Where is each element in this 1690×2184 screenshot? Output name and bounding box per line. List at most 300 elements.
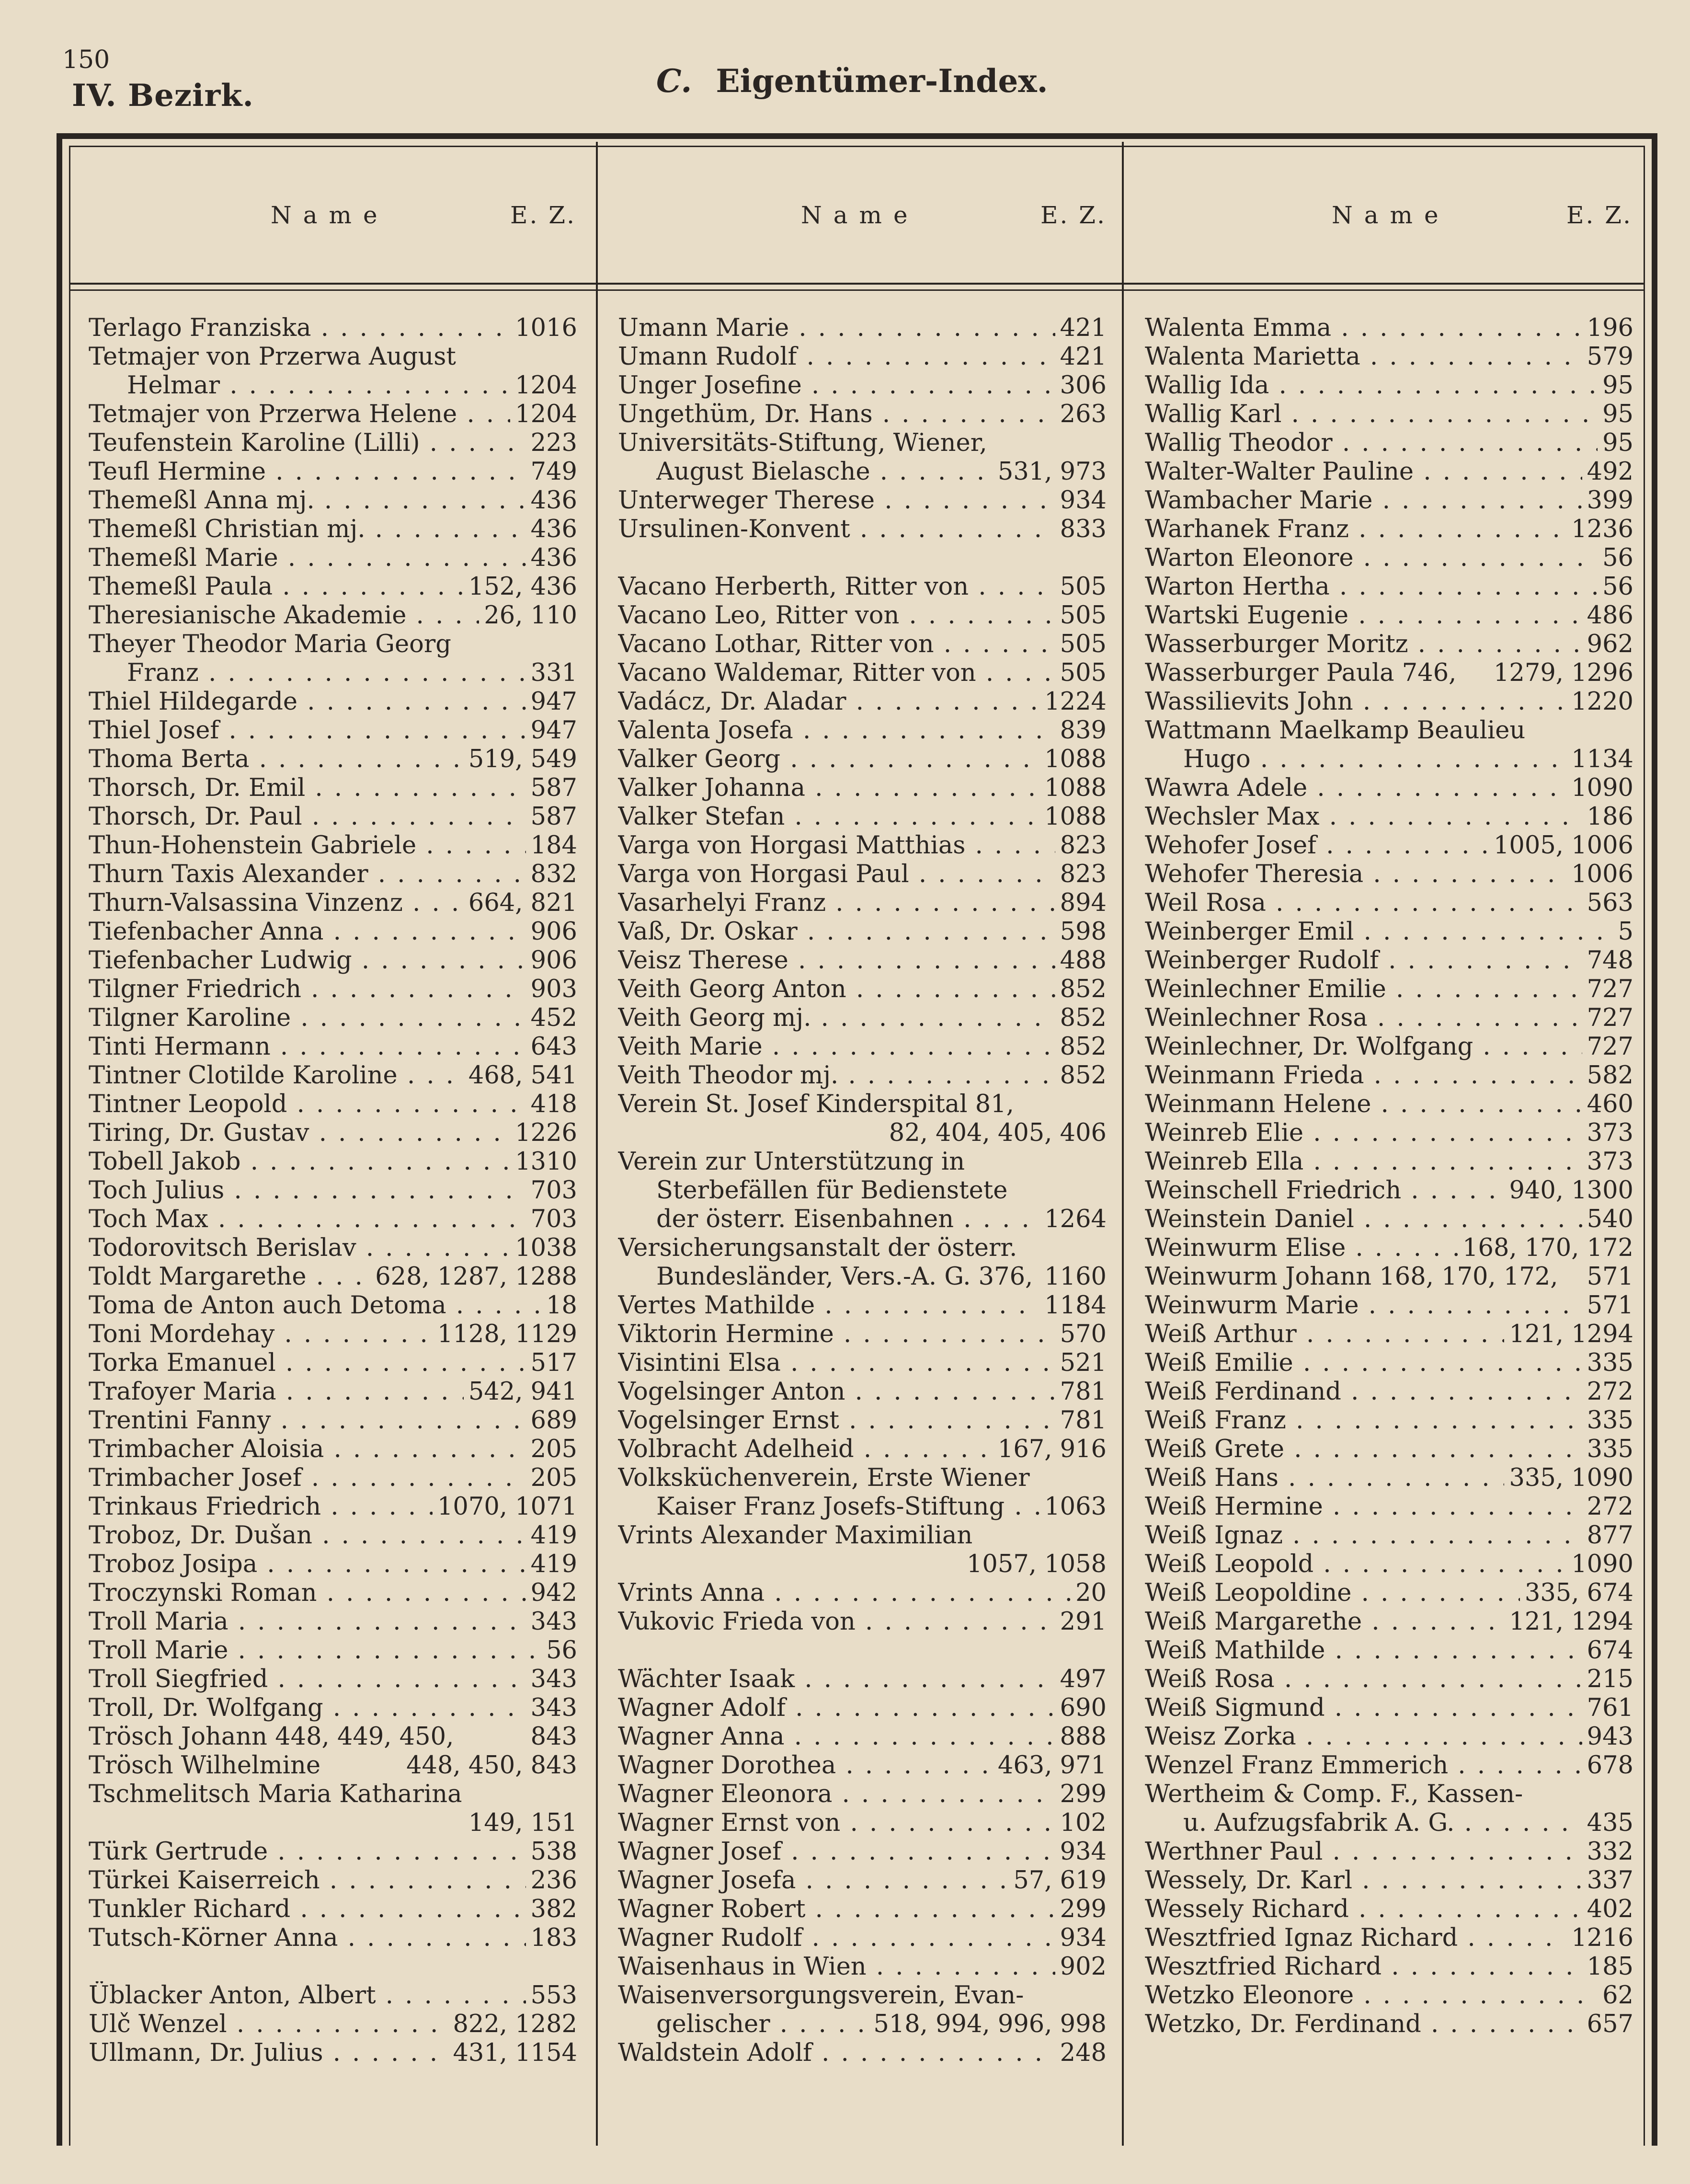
owner-name: Universitäts-Stiftung, Wiener, bbox=[618, 429, 987, 457]
owner-name: Wetzko, Dr. Ferdinand . . . bbox=[1145, 2010, 1633, 2039]
owner-name: Tobell Jakob . . . bbox=[89, 1148, 577, 1176]
owner-name: Terlago Franziska . . . bbox=[89, 314, 577, 343]
ez-number: 299 bbox=[1055, 1780, 1107, 1809]
index-entry bbox=[89, 1608, 577, 1636]
ez-number: 1220 bbox=[1566, 688, 1633, 716]
ez-number: 82, 404, 405, 406 bbox=[884, 1119, 1107, 1148]
index-entry bbox=[1145, 429, 1633, 458]
owner-name: Weiß Rosa . . . bbox=[1145, 1665, 1633, 1694]
owner-name: Walenta Marietta . . . bbox=[1145, 343, 1633, 371]
index-entry bbox=[89, 2010, 577, 2039]
ez-number: 517 bbox=[526, 1349, 577, 1378]
index-entry bbox=[1145, 1838, 1633, 1866]
owner-name: Tutsch-Körner Anna . . . bbox=[89, 1924, 577, 1953]
ez-number: 452 bbox=[526, 1004, 577, 1033]
owner-name: Wesztfried Ignaz Richard . . . bbox=[1145, 1924, 1633, 1953]
index-entry bbox=[89, 1435, 577, 1464]
index-column-3 bbox=[1145, 314, 1633, 2039]
index-entry bbox=[89, 1981, 577, 2010]
ez-number: 5 bbox=[1613, 918, 1633, 946]
index-entry bbox=[618, 458, 1107, 486]
owner-name: Trimbacher Josef . . . bbox=[89, 1464, 577, 1493]
index-entry bbox=[1145, 659, 1633, 688]
owner-name: Versicherungsanstalt der österr. bbox=[618, 1234, 1017, 1262]
owner-name: Troll Siegfried . . . bbox=[89, 1665, 577, 1694]
index-entry bbox=[1145, 831, 1633, 860]
index-entry bbox=[89, 1493, 577, 1521]
index-entry bbox=[618, 630, 1107, 659]
ez-number: 62 bbox=[1598, 1981, 1633, 2010]
ez-number: 1184 bbox=[1039, 1291, 1107, 1320]
owner-name: Unterweger Therese . . . bbox=[618, 486, 1107, 515]
ez-number: 703 bbox=[526, 1205, 577, 1234]
index-entry bbox=[1145, 1953, 1633, 1981]
index-entry bbox=[618, 601, 1107, 630]
owner-name: Valenta Josefa . . . bbox=[618, 716, 1107, 745]
ez-number: 436 bbox=[526, 515, 577, 544]
ez-number: 373 bbox=[1582, 1119, 1633, 1148]
owner-name: Volksküchenverein, Erste Wiener bbox=[618, 1464, 1030, 1492]
ez-number: 749 bbox=[526, 458, 577, 486]
owner-name: Umann Marie . . . bbox=[618, 314, 1107, 343]
ez-number: 571 bbox=[1582, 1291, 1633, 1320]
ez-number: 947 bbox=[526, 688, 577, 716]
ez-number: 902 bbox=[1055, 1953, 1107, 1981]
index-entry bbox=[89, 1234, 577, 1263]
index-entry bbox=[1145, 1521, 1633, 1550]
owner-name: Tiefenbacher Anna . . . bbox=[89, 918, 577, 946]
index-entry bbox=[89, 1550, 577, 1579]
ez-number: 56 bbox=[1598, 544, 1633, 573]
index-entry bbox=[1145, 1119, 1633, 1148]
index-entry bbox=[618, 1090, 1107, 1119]
owner-name: Weinmann Helene . . . bbox=[1145, 1090, 1633, 1119]
ez-number: 149, 151 bbox=[464, 1809, 577, 1838]
ez-number: 906 bbox=[526, 918, 577, 946]
index-entry bbox=[1145, 946, 1633, 975]
owner-name: Weinberger Emil . . . bbox=[1145, 918, 1633, 946]
index-entry bbox=[618, 2039, 1107, 2068]
ez-number: 167, 916 bbox=[993, 1435, 1107, 1464]
ez-number: 205 bbox=[526, 1435, 577, 1464]
ez-number: 335 bbox=[1582, 1349, 1633, 1378]
index-entry bbox=[89, 1665, 577, 1694]
index-entry bbox=[89, 1780, 577, 1809]
owner-name: Tilgner Friedrich . . . bbox=[89, 975, 577, 1004]
owner-name: Teufenstein Karoline (Lilli) . . . bbox=[89, 429, 577, 458]
ez-number: 781 bbox=[1055, 1378, 1107, 1406]
index-entry bbox=[89, 1378, 577, 1406]
owner-name: Thoma Berta . . . bbox=[89, 745, 577, 774]
header-ez: E. Z. bbox=[1566, 201, 1633, 229]
index-entry bbox=[1145, 774, 1633, 803]
index-entry bbox=[618, 1234, 1107, 1263]
owner-name: Toch Julius . . . bbox=[89, 1176, 577, 1205]
owner-name: Wagner Anna . . . bbox=[618, 1723, 1107, 1751]
ez-number: 331 bbox=[526, 659, 577, 688]
index-entry bbox=[1145, 314, 1633, 343]
index-entry bbox=[1145, 1866, 1633, 1895]
ez-number: 852 bbox=[1055, 975, 1107, 1004]
ez-number: 1070, 1071 bbox=[433, 1493, 577, 1521]
owner-name: Weinwurm Marie . . . bbox=[1145, 1291, 1633, 1320]
owner-name: Teufl Hermine . . . bbox=[89, 458, 577, 486]
owner-name: Warton Eleonore . . . bbox=[1145, 544, 1633, 573]
index-entry bbox=[1145, 1033, 1633, 1061]
index-entry bbox=[618, 1349, 1107, 1378]
ez-number: 727 bbox=[1582, 1033, 1633, 1061]
owner-name: Wechsler Max . . . bbox=[1145, 803, 1633, 831]
owner-name: Tunkler Richard . . . bbox=[89, 1895, 577, 1924]
owner-name: Weiß Mathilde . . . bbox=[1145, 1636, 1633, 1665]
ez-number: 761 bbox=[1582, 1694, 1633, 1723]
owner-name: Tintner Clotilde Karoline . . . bbox=[89, 1061, 577, 1090]
index-entry bbox=[89, 1636, 577, 1665]
owner-name: Unger Josefine . . . bbox=[618, 371, 1107, 400]
owner-name: Varga von Horgasi Matthias . . . bbox=[618, 831, 1107, 860]
ez-number: 505 bbox=[1055, 630, 1107, 659]
owner-name: Thorsch, Dr. Emil . . . bbox=[89, 774, 577, 803]
index-entry bbox=[89, 630, 577, 659]
owner-name: Weinreb Ella . . . bbox=[1145, 1148, 1633, 1176]
ez-number: 291 bbox=[1055, 1608, 1107, 1636]
index-entry bbox=[618, 1320, 1107, 1349]
owner-name: Weinstein Daniel . . . bbox=[1145, 1205, 1633, 1234]
ez-number: 1226 bbox=[510, 1119, 577, 1148]
index-entry bbox=[89, 745, 577, 774]
owner-name: Weinreb Elie . . . bbox=[1145, 1119, 1633, 1148]
index-entry bbox=[618, 1291, 1107, 1320]
index-entry bbox=[618, 400, 1107, 429]
owner-name: Wehofer Josef . . . bbox=[1145, 831, 1633, 860]
index-entry bbox=[89, 515, 577, 544]
index-entry bbox=[618, 515, 1107, 544]
ez-number: 185 bbox=[1582, 1953, 1633, 1981]
ez-number: 1204 bbox=[510, 371, 577, 400]
owner-name: Valker Johanna . . . bbox=[618, 774, 1107, 803]
owner-name: Wallig Ida . . . bbox=[1145, 371, 1633, 400]
ez-number: 540 bbox=[1582, 1205, 1633, 1234]
index-column-1 bbox=[89, 314, 577, 2068]
owner-name: Türkei Kaiserreich . . . bbox=[89, 1866, 577, 1895]
ez-number: 436 bbox=[526, 486, 577, 515]
owner-name: Weinschell Friedrich . . . bbox=[1145, 1176, 1633, 1205]
ez-number: 643 bbox=[526, 1033, 577, 1061]
owner-name: Wagner Robert . . . bbox=[618, 1895, 1107, 1924]
index-entry bbox=[89, 803, 577, 831]
ez-number: 57, 619 bbox=[1008, 1866, 1107, 1895]
index-entry bbox=[1145, 1809, 1633, 1838]
ez-number: 418 bbox=[526, 1090, 577, 1119]
owner-name: Weil Rosa . . . bbox=[1145, 889, 1633, 918]
ez-number: 20 bbox=[1071, 1579, 1107, 1608]
owner-name: Weiß Emilie . . . bbox=[1145, 1349, 1633, 1378]
ez-number: 205 bbox=[526, 1464, 577, 1493]
ez-number: 402 bbox=[1582, 1895, 1633, 1924]
owner-name: Wagner Dorothea . . . bbox=[618, 1751, 1107, 1780]
ez-number: 335 bbox=[1582, 1435, 1633, 1464]
owner-name: Trösch Johann 448, 449, 450, bbox=[89, 1723, 454, 1751]
owner-name: Wagner Rudolf . . . bbox=[618, 1924, 1107, 1953]
ez-number: 419 bbox=[526, 1521, 577, 1550]
ez-number: 563 bbox=[1582, 889, 1633, 918]
owner-name: Weiß Leopold . . . bbox=[1145, 1550, 1633, 1579]
owner-name: Wasserburger Moritz . . . bbox=[1145, 630, 1633, 659]
index-entry bbox=[618, 774, 1107, 803]
owner-name: Weiß Leopoldine . . . bbox=[1145, 1579, 1633, 1608]
index-entry bbox=[618, 688, 1107, 716]
ez-number: 18 bbox=[541, 1291, 577, 1320]
ez-number: 1236 bbox=[1566, 515, 1633, 544]
owner-name: Tiefenbacher Ludwig . . . bbox=[89, 946, 577, 975]
owner-name: Themeßl Paula . . . bbox=[89, 573, 577, 601]
owner-name: Waldstein Adolf . . . bbox=[618, 2039, 1107, 2068]
owner-name: Verein St. Josef Kinderspital 81, bbox=[618, 1090, 1014, 1118]
index-entry bbox=[1145, 1751, 1633, 1780]
owner-name: Thun-Hohenstein Gabriele . . . bbox=[89, 831, 577, 860]
ez-number: 436 bbox=[526, 544, 577, 573]
owner-name: Wagner Adolf . . . bbox=[618, 1694, 1107, 1723]
index-entry bbox=[618, 1866, 1107, 1895]
index-entry bbox=[618, 1780, 1107, 1809]
owner-name: Thorsch, Dr. Paul . . . bbox=[89, 803, 577, 831]
ez-number: 248 bbox=[1055, 2039, 1107, 2068]
owner-name: Varga von Horgasi Paul . . . bbox=[618, 860, 1107, 889]
index-entry bbox=[89, 1866, 577, 1895]
ez-number: 196 bbox=[1582, 314, 1633, 343]
owner-name: Vrints Alexander Maximilian bbox=[618, 1521, 973, 1550]
index-entry bbox=[89, 1924, 577, 1953]
ez-number: 852 bbox=[1055, 1061, 1107, 1090]
ez-number: 571 bbox=[1582, 1263, 1633, 1291]
index-entry bbox=[618, 1004, 1107, 1033]
owner-name: Toch Max . . . bbox=[89, 1205, 577, 1234]
ez-number: 1279, 1296 bbox=[1489, 659, 1633, 688]
index-entry bbox=[1145, 1924, 1633, 1953]
owner-name: Franz . . . bbox=[127, 659, 577, 688]
owner-name: Weinmann Frieda . . . bbox=[1145, 1061, 1633, 1090]
index-entry bbox=[89, 1406, 577, 1435]
owner-name: Werthner Paul . . . bbox=[1145, 1838, 1633, 1866]
index-entry bbox=[1145, 1550, 1633, 1579]
index-entry bbox=[1145, 1263, 1633, 1291]
index-entry bbox=[89, 1895, 577, 1924]
ez-number: 382 bbox=[526, 1895, 577, 1924]
index-entry bbox=[89, 371, 577, 400]
index-entry bbox=[89, 1579, 577, 1608]
ez-number: 570 bbox=[1055, 1320, 1107, 1349]
owner-name: Ursulinen-Konvent . . . bbox=[618, 515, 1107, 544]
ez-number: 727 bbox=[1582, 975, 1633, 1004]
owner-name: Wessely Richard . . . bbox=[1145, 1895, 1633, 1924]
owner-name: Vacano Waldemar, Ritter von . . . bbox=[618, 659, 1107, 688]
owner-name: Wagner Ernst von . . . bbox=[618, 1809, 1107, 1838]
index-entry bbox=[618, 1148, 1107, 1176]
owner-name: Tinti Hermann . . . bbox=[89, 1033, 577, 1061]
owner-name: Wagner Eleonora . . . bbox=[618, 1780, 1107, 1809]
owner-name: Weiß Grete . . . bbox=[1145, 1435, 1633, 1464]
index-entry bbox=[89, 1521, 577, 1550]
ez-number: 781 bbox=[1055, 1406, 1107, 1435]
ez-number: 903 bbox=[526, 975, 577, 1004]
ez-number: 26, 110 bbox=[479, 601, 577, 630]
index-entry bbox=[618, 1521, 1107, 1550]
index-entry bbox=[618, 1924, 1107, 1953]
header-ez: E. Z. bbox=[510, 201, 577, 229]
index-entry bbox=[1145, 544, 1633, 573]
index-entry bbox=[618, 486, 1107, 515]
owner-name: Wertheim & Comp. F., Kassen- bbox=[1145, 1780, 1523, 1808]
ez-number: 531, 973 bbox=[993, 458, 1107, 486]
index-entry bbox=[618, 1176, 1107, 1205]
ez-number: 942 bbox=[526, 1579, 577, 1608]
index-entry bbox=[89, 314, 577, 343]
ez-number: 186 bbox=[1582, 803, 1633, 831]
owner-name: Wattmann Maelkamp Beaulieu bbox=[1145, 716, 1526, 745]
owner-name: Viktorin Hermine . . . bbox=[618, 1320, 1107, 1349]
owner-name: u. Aufzugsfabrik A. G. . . . bbox=[1183, 1809, 1633, 1838]
owner-name: Veith Georg Anton . . . bbox=[618, 975, 1107, 1004]
index-entry bbox=[89, 688, 577, 716]
ez-number: 1016 bbox=[510, 314, 577, 343]
owner-name: Verein zur Unterstützung in bbox=[618, 1148, 965, 1176]
index-entry bbox=[89, 1004, 577, 1033]
owner-name: Wallig Karl . . . bbox=[1145, 400, 1633, 429]
ez-number: 823 bbox=[1055, 831, 1107, 860]
index-entry bbox=[618, 831, 1107, 860]
owner-name: Weiß Ignaz . . . bbox=[1145, 1521, 1633, 1550]
owner-name: Wambacher Marie . . . bbox=[1145, 486, 1633, 515]
index-entry bbox=[1145, 371, 1633, 400]
owner-name: Weisz Zorka . . . bbox=[1145, 1723, 1633, 1751]
ez-number: 877 bbox=[1582, 1521, 1633, 1550]
index-entry bbox=[89, 429, 577, 458]
owner-name: der österr. Eisenbahnen . . . bbox=[656, 1205, 1107, 1234]
owner-name: Troboz Josipa . . . bbox=[89, 1550, 577, 1579]
index-entry bbox=[1145, 975, 1633, 1004]
owner-name: Thurn Taxis Alexander . . . bbox=[89, 860, 577, 889]
ez-number: 102 bbox=[1055, 1809, 1107, 1838]
owner-name: Weinlechner Rosa . . . bbox=[1145, 1004, 1633, 1033]
owner-name: Torka Emanuel . . . bbox=[89, 1349, 577, 1378]
owner-name: Veisz Therese . . . bbox=[618, 946, 1107, 975]
ez-number: 335, 674 bbox=[1520, 1579, 1633, 1608]
ez-number: 421 bbox=[1055, 343, 1107, 371]
ez-number: 579 bbox=[1582, 343, 1633, 371]
owner-name: Wenzel Franz Emmerich . . . bbox=[1145, 1751, 1633, 1780]
owner-name: Vacano Lothar, Ritter von . . . bbox=[618, 630, 1107, 659]
header-name: Name bbox=[801, 201, 919, 229]
column-divider bbox=[1122, 142, 1124, 2146]
index-entry bbox=[1145, 1349, 1633, 1378]
index-entry bbox=[1145, 1636, 1633, 1665]
index-entry bbox=[618, 1723, 1107, 1751]
index-entry bbox=[89, 1751, 577, 1780]
index-entry bbox=[1145, 1464, 1633, 1493]
ez-number: 894 bbox=[1055, 889, 1107, 918]
index-entry bbox=[1145, 400, 1633, 429]
owner-name: Kaiser Franz Josefs-Stiftung . . . bbox=[656, 1493, 1107, 1521]
index-entry bbox=[89, 860, 577, 889]
owner-name: Tetmajer von Przerwa Helene . . . bbox=[89, 400, 577, 429]
index-entry bbox=[618, 429, 1107, 458]
index-entry bbox=[618, 1579, 1107, 1608]
index-entry bbox=[618, 1694, 1107, 1723]
index-entry bbox=[89, 1809, 577, 1838]
ez-number: 1216 bbox=[1566, 1924, 1633, 1953]
ez-number: 598 bbox=[1055, 918, 1107, 946]
owner-name: Wessely, Dr. Karl . . . bbox=[1145, 1866, 1633, 1895]
owner-name: Trinkaus Friedrich . . . bbox=[89, 1493, 577, 1521]
owner-name: Vaß, Dr. Oskar . . . bbox=[618, 918, 1107, 946]
ez-number: 95 bbox=[1598, 400, 1633, 429]
ez-number: 236 bbox=[526, 1866, 577, 1895]
index-entry bbox=[618, 946, 1107, 975]
index-entry bbox=[1145, 1061, 1633, 1090]
page-number: 150 bbox=[62, 46, 110, 74]
ez-number: 335, 1090 bbox=[1504, 1464, 1633, 1493]
ez-number: 299 bbox=[1055, 1895, 1107, 1924]
index-entry bbox=[1145, 1780, 1633, 1809]
owner-name: Weiß Franz . . . bbox=[1145, 1406, 1633, 1435]
ez-number: 95 bbox=[1598, 429, 1633, 458]
owner-name: Weiß Hans . . . bbox=[1145, 1464, 1633, 1493]
index-entry bbox=[618, 1665, 1107, 1694]
ez-number: 1088 bbox=[1039, 803, 1107, 831]
header-rule bbox=[70, 283, 1644, 285]
index-entry bbox=[89, 573, 577, 601]
owner-name: Vogelsinger Anton . . . bbox=[618, 1378, 1107, 1406]
index-entry bbox=[89, 1723, 577, 1751]
owner-name: Warton Hertha . . . bbox=[1145, 573, 1633, 601]
owner-name: Weiß Margarethe . . . bbox=[1145, 1608, 1633, 1636]
index-entry bbox=[618, 1838, 1107, 1866]
index-entry bbox=[618, 2010, 1107, 2039]
ez-number: 1128, 1129 bbox=[433, 1320, 577, 1349]
index-entry bbox=[1145, 716, 1633, 745]
owner-name: Vrints Anna . . . bbox=[618, 1579, 1107, 1608]
ez-number: 689 bbox=[526, 1406, 577, 1435]
index-entry bbox=[1145, 1205, 1633, 1234]
ez-number: 538 bbox=[526, 1838, 577, 1866]
owner-name: Waisenhaus in Wien . . . bbox=[618, 1953, 1107, 1981]
owner-name: Themeßl Marie . . . bbox=[89, 544, 577, 573]
index-entry bbox=[89, 1061, 577, 1090]
index-entry bbox=[89, 2039, 577, 2068]
owner-name: Wetzko Eleonore . . . bbox=[1145, 1981, 1633, 2010]
owner-name: Valker Stefan . . . bbox=[618, 803, 1107, 831]
ez-number: 943 bbox=[1582, 1723, 1633, 1751]
owner-name: Trimbacher Aloisia . . . bbox=[89, 1435, 577, 1464]
ez-number: 505 bbox=[1055, 659, 1107, 688]
ez-number: 1310 bbox=[510, 1148, 577, 1176]
index-entry bbox=[1145, 1291, 1633, 1320]
owner-name: Bundesländer, Vers.-A. G. 376, bbox=[656, 1263, 1033, 1291]
owner-name: Vadácz, Dr. Aladar . . . bbox=[618, 688, 1107, 716]
ez-number: 906 bbox=[526, 946, 577, 975]
owner-name: Üblacker Anton, Albert . . . bbox=[89, 1981, 577, 2010]
owner-name: Wesztfried Richard . . . bbox=[1145, 1953, 1633, 1981]
ez-number: 460 bbox=[1582, 1090, 1633, 1119]
index-entry bbox=[618, 716, 1107, 745]
ez-number: 727 bbox=[1582, 1004, 1633, 1033]
owner-name: Weinlechner, Dr. Wolfgang . . . bbox=[1145, 1033, 1633, 1061]
ez-number: 343 bbox=[526, 1665, 577, 1694]
ez-number: 852 bbox=[1055, 1004, 1107, 1033]
owner-name: Vertes Mathilde . . . bbox=[618, 1291, 1107, 1320]
owner-name: Troll, Dr. Wolfgang . . . bbox=[89, 1694, 577, 1723]
owner-name: August Bielasche . . . bbox=[656, 458, 1107, 486]
